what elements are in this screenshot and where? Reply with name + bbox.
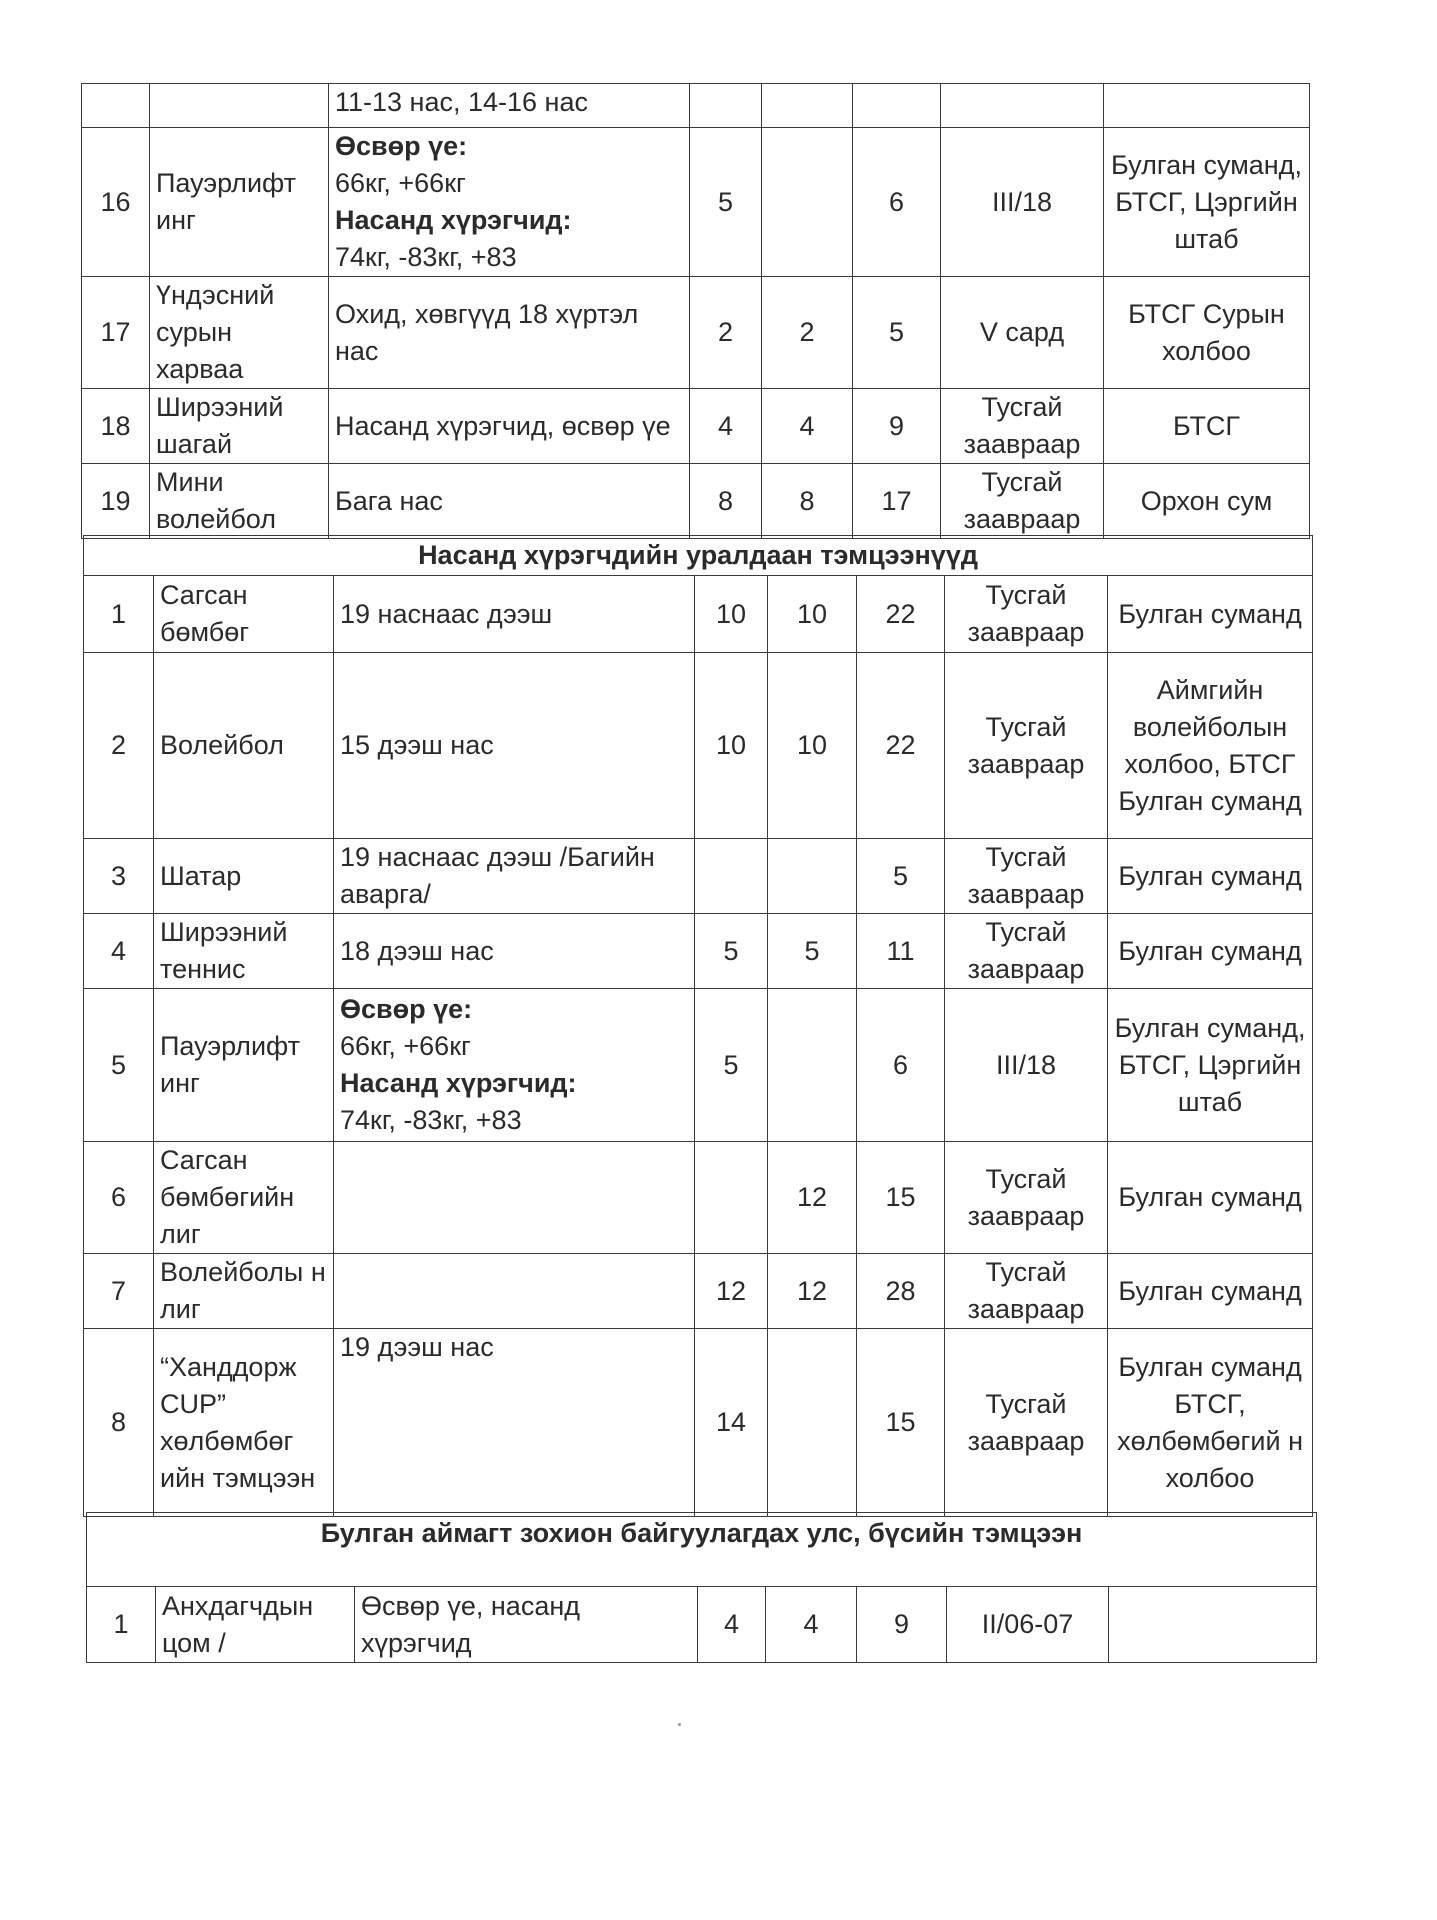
category-heading: Насанд хүрэгчид: — [340, 1068, 577, 1098]
category-line: 66кг, +66кг — [335, 168, 466, 198]
place-cell: Аймгийн волейболын холбоо, БТСГ Булган суманд — [1108, 653, 1313, 839]
category-heading: Өсвөр үе: — [340, 994, 473, 1024]
category-cell — [329, 389, 690, 464]
sport-name-cell: Анхдагчдын цом / — [156, 1587, 355, 1663]
table-row — [82, 464, 1310, 539]
count-cell-1 — [690, 84, 762, 128]
row-number-cell: 19 — [82, 464, 150, 539]
date-cell: III/18 — [945, 989, 1108, 1142]
count-cell-total: 15 — [857, 1329, 945, 1517]
row-number-cell: 18 — [82, 389, 150, 464]
count-cell-total: 22 — [857, 653, 945, 839]
count-cell-1 — [695, 839, 768, 914]
place-cell: Булган суманд — [1108, 576, 1313, 653]
row-number-cell: 16 — [82, 128, 150, 277]
count-cell-1: 5 — [695, 914, 768, 989]
category-line: Бага нас — [335, 485, 443, 516]
sport-name-cell: Ширээний теннис — [154, 914, 334, 989]
sport-name-cell: “Ханддорж CUP” хөлбөмбөг ийн тэмцээн — [154, 1329, 334, 1517]
table-row — [82, 277, 1310, 389]
date-cell: Тусгай заавраар — [941, 389, 1104, 464]
category-cell — [334, 989, 695, 1142]
row-number-cell: 1 — [87, 1587, 156, 1663]
count-cell-2 — [768, 839, 857, 914]
count-cell-total: 15 — [857, 1142, 945, 1254]
count-cell-total: 6 — [853, 128, 941, 277]
category-heading: Насанд хүрэгчид: — [335, 205, 572, 235]
category-line: 19 наснаас дээш — [340, 598, 553, 629]
place-cell: Булган суманд БТСГ, хөлбөмбөгий н холбоо — [1108, 1329, 1313, 1517]
sport-name-cell: Пауэрлифт инг — [150, 128, 329, 277]
place-cell — [1109, 1587, 1317, 1663]
count-cell-total: 28 — [857, 1254, 945, 1329]
sport-name-cell: Шатар — [154, 839, 334, 914]
count-cell-2: 4 — [766, 1587, 857, 1663]
category-line: 19 дээш нас — [340, 1332, 494, 1362]
date-cell: Тусгай заавраар — [941, 464, 1104, 539]
date-cell: V сард — [941, 277, 1104, 389]
count-cell-2: 8 — [762, 464, 853, 539]
category-line: Өсвөр үе, насанд хүрэгчид — [361, 1590, 581, 1658]
category-line: Охид, хөвгүүд 18 хүртэл нас — [335, 298, 639, 366]
count-cell-1: 5 — [690, 128, 762, 277]
count-cell-2: 5 — [768, 914, 857, 989]
date-cell: Тусгай заавраар — [945, 653, 1108, 839]
date-cell: Тусгай заавраар — [945, 1254, 1108, 1329]
count-cell-1: 5 — [695, 989, 768, 1142]
sport-name-cell: Пауэрлифт инг — [154, 989, 334, 1142]
place-cell: Булган суманд — [1108, 839, 1313, 914]
row-number-cell: 4 — [84, 914, 154, 989]
count-cell-2 — [762, 128, 853, 277]
sport-name-cell: Волейбол — [154, 653, 334, 839]
table-row — [87, 1587, 1317, 1663]
table-row — [84, 839, 1313, 914]
category-cell — [329, 128, 690, 277]
category-line: 19 наснаас дээш /Багийн аварга/ — [340, 842, 655, 909]
section-title-national: Булган аймагт зохион байгуулагдах улс, бүсийн тэмцээн — [87, 1513, 1317, 1587]
count-cell-total: 22 — [857, 576, 945, 653]
table-row — [82, 84, 1310, 128]
sport-name-cell: Ширээний шагай — [150, 389, 329, 464]
category-line: 15 дээш нас — [340, 730, 494, 760]
row-number-cell: 5 — [84, 989, 154, 1142]
sport-name-cell: Волейболы н лиг — [154, 1254, 334, 1329]
count-cell-1: 8 — [690, 464, 762, 539]
row-number-cell: 17 — [82, 277, 150, 389]
schedule-table-part1 — [81, 83, 1310, 539]
sport-name-cell: Сагсан бөмбөг — [154, 576, 334, 653]
sport-name-cell — [150, 84, 329, 128]
sport-name-cell: Мини волейбол — [150, 464, 329, 539]
category-cell — [334, 653, 695, 839]
date-cell: Тусгай заавраар — [945, 839, 1108, 914]
category-cell — [329, 84, 690, 128]
count-cell-2: 10 — [768, 653, 857, 839]
count-cell-1: 4 — [698, 1587, 766, 1663]
count-cell-2: 4 — [762, 389, 853, 464]
table-row — [84, 1329, 1313, 1517]
count-cell-1 — [695, 1142, 768, 1254]
table-row — [82, 389, 1310, 464]
count-cell-2: 12 — [768, 1142, 857, 1254]
category-cell — [334, 839, 695, 914]
row-number-cell: 7 — [84, 1254, 154, 1329]
schedule-table-part3 — [86, 1512, 1317, 1663]
place-cell: Булган суманд, БТСГ, Цэргийн штаб — [1108, 989, 1313, 1142]
count-cell-2 — [768, 1329, 857, 1517]
place-cell: Булган суманд — [1108, 914, 1313, 989]
place-cell: БТСГ — [1104, 389, 1310, 464]
date-cell: Тусгай заавраар — [945, 576, 1108, 653]
count-cell-1: 2 — [690, 277, 762, 389]
count-cell-1: 12 — [695, 1254, 768, 1329]
place-cell: БТСГ Сурын холбоо — [1104, 277, 1310, 389]
schedule-table-part2 — [83, 535, 1313, 1517]
count-cell-1: 14 — [695, 1329, 768, 1517]
table-row — [84, 576, 1313, 653]
table-row — [84, 914, 1313, 989]
table-row — [84, 1254, 1313, 1329]
category-line: 74кг, -83кг, +83 — [335, 242, 517, 272]
table-row — [84, 653, 1313, 839]
category-heading: Өсвөр үе: — [335, 131, 468, 161]
place-cell: Булган суманд — [1108, 1142, 1313, 1254]
count-cell-total: 9 — [853, 389, 941, 464]
count-cell-2 — [768, 989, 857, 1142]
row-number-cell: 1 — [84, 576, 154, 653]
table-row — [84, 1142, 1313, 1254]
row-number-cell: 3 — [84, 839, 154, 914]
section-header-national — [87, 1513, 1317, 1587]
category-cell — [334, 1142, 695, 1254]
count-cell-2: 10 — [768, 576, 857, 653]
date-cell: Тусгай заавраар — [945, 1142, 1108, 1254]
sport-name-cell: Үндэсний сурын харваа — [150, 277, 329, 389]
category-cell — [329, 277, 690, 389]
count-cell-total: 5 — [857, 839, 945, 914]
date-cell — [941, 84, 1104, 128]
count-cell-total: 6 — [857, 989, 945, 1142]
date-cell: III/18 — [941, 128, 1104, 277]
count-cell-2: 12 — [768, 1254, 857, 1329]
category-cell — [334, 1329, 695, 1517]
category-cell — [355, 1587, 698, 1663]
count-cell-total — [853, 84, 941, 128]
category-line: 11-13 нас, 14-16 нас — [335, 87, 588, 117]
count-cell-2: 2 — [762, 277, 853, 389]
count-cell-1: 4 — [690, 389, 762, 464]
place-cell: Булган суманд — [1108, 1254, 1313, 1329]
category-line: 66кг, +66кг — [340, 1031, 471, 1061]
category-line: 18 дээш нас — [340, 935, 494, 966]
category-cell — [334, 576, 695, 653]
date-cell: II/06-07 — [947, 1587, 1109, 1663]
category-line: Насанд хүрэгчид, өсвөр үе — [335, 410, 671, 441]
count-cell-total: 11 — [857, 914, 945, 989]
category-line: 74кг, -83кг, +83 — [340, 1105, 522, 1135]
date-cell: Тусгай заавраар — [945, 1329, 1108, 1517]
count-cell-1: 10 — [695, 653, 768, 839]
row-number-cell — [82, 84, 150, 128]
section-title-adults: Насанд хүрэгчдийн уралдаан тэмцээнүүд — [84, 536, 1313, 576]
date-cell: Тусгай заавраар — [945, 914, 1108, 989]
place-cell — [1104, 84, 1310, 128]
category-cell — [329, 464, 690, 539]
table-row — [82, 128, 1310, 277]
place-cell: Булган суманд, БТСГ, Цэргийн штаб — [1104, 128, 1310, 277]
row-number-cell: 8 — [84, 1329, 154, 1517]
section-header-adults — [84, 536, 1313, 576]
count-cell-2 — [762, 84, 853, 128]
table-row — [84, 989, 1313, 1142]
sport-name-cell: Сагсан бөмбөгийн лиг — [154, 1142, 334, 1254]
count-cell-total: 9 — [857, 1587, 947, 1663]
category-cell — [334, 1254, 695, 1329]
count-cell-1: 10 — [695, 576, 768, 653]
row-number-cell: 2 — [84, 653, 154, 839]
place-cell: Орхон сум — [1104, 464, 1310, 539]
category-cell — [334, 914, 695, 989]
row-number-cell: 6 — [84, 1142, 154, 1254]
count-cell-total: 5 — [853, 277, 941, 389]
scan-speck — [678, 1723, 681, 1726]
count-cell-total: 17 — [853, 464, 941, 539]
